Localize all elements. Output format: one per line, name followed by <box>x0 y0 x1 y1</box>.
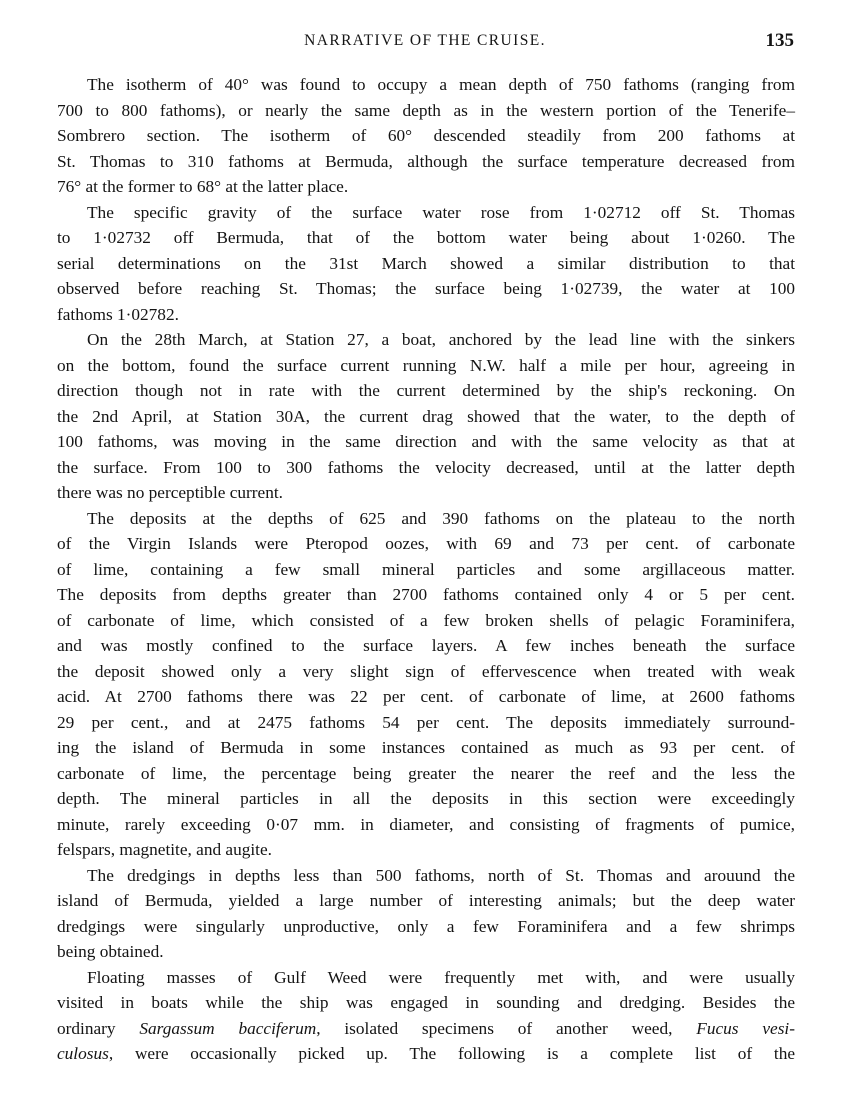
text-line: ing the island of Bermuda in some instances contained as much as 93 per cent. of <box>57 738 795 757</box>
page-header <box>0 30 850 54</box>
text-line: acid. At 2700 fathoms there was 22 per cent. of carbonate of lime, at 2600 fathoms <box>57 687 795 706</box>
text-line: there was no perceptible current. <box>57 483 283 502</box>
text-line <box>57 1041 795 1067</box>
text-line: visited in boats while the ship was engaged in sounding and dredging. Besides the <box>57 993 795 1012</box>
text-line: The isotherm of 40° was found to occupy a mean depth of 750 fathoms (ranging from <box>87 75 795 94</box>
text-line: direction though not in rate with the current determined by the ship's reckoning. On <box>57 381 795 400</box>
text-line: felspars, magnetite, and augite. <box>57 840 272 859</box>
text-line: dredgings were singularly unproductive, only a few Foraminifera and a few shrimps <box>57 916 795 936</box>
text-line: The specific gravity of the surface water rose from 1·02712 off St. Thomas <box>87 202 795 222</box>
text-line: to 1·02732 off Bermuda, that of the bottom water being about 1·0260. The <box>57 228 795 247</box>
text-line: depth. The mineral particles in all the deposits in this section were exceedingly <box>57 789 795 808</box>
text-line: the 2nd April, at Station 30A, the current drag showed that the water, to the depth of <box>57 406 795 426</box>
paragraph-dredgings <box>57 863 795 965</box>
text-line: serial determinations on the 31st March showed a similar distribution to that <box>57 253 795 273</box>
running-head: NARRATIVE OF THE CRUISE. <box>304 32 546 49</box>
text-line: of lime, containing a few small mineral particles and some argillaceous matter. <box>57 559 795 579</box>
text-line: island of Bermuda, yielded a large number of interesting animals; but the deep water <box>57 891 795 910</box>
text-line: 100 fathoms, was moving in the same direction and with the same velocity as that at <box>57 432 795 451</box>
text-run: , were occasionally picked up. The following is a complete list of the <box>108 1044 795 1063</box>
text-line: observed before reaching St. Thomas; the surface being 1·02739, the water at 100 <box>57 279 795 298</box>
body-text <box>57 72 795 1067</box>
text-line: carbonate of lime, the percentage being greater the nearer the reef and the less the <box>57 763 795 783</box>
text-line: 700 to 800 fathoms), or nearly the same depth as in the western portion of the Tenerife– <box>57 100 795 120</box>
text-line: fathoms 1·02782. <box>57 304 179 324</box>
text-line: Floating masses of Gulf Weed were frequently met with, and were usually <box>87 967 795 987</box>
paragraph-gulf-weed <box>57 965 795 1067</box>
text-line: of carbonate of lime, which consisted of a few broken shells of pelagic Foraminifera, <box>57 610 795 630</box>
species-name: Fucus vesi- <box>696 1018 795 1038</box>
text-line <box>57 1016 795 1042</box>
paragraph-isotherm <box>57 72 795 200</box>
paragraph-specific-gravity <box>57 200 795 328</box>
text-line: 76° at the former to 68° at the latter place. <box>57 177 349 196</box>
paragraph-currents <box>57 327 795 506</box>
text-line: of the Virgin Islands were Pteropod oozes, with 69 and 73 per cent. of carbonate <box>57 534 795 553</box>
text-run: , isolated specimens of another weed, <box>316 1018 697 1038</box>
text-line: and was mostly confined to the surface layers. A few inches beneath the surface <box>57 636 795 655</box>
species-name: culosus <box>57 1044 109 1063</box>
text-line: the deposit showed only a very slight sign of effervescence when treated with weak <box>57 661 795 681</box>
text-line: the surface. From 100 to 300 fathoms the velocity decreased, until at the latter depth <box>57 457 795 477</box>
text-line: The dredgings in depths less than 500 fathoms, north of St. Thomas and arouund the <box>87 865 795 885</box>
text-line: On the 28th March, at Station 27, a boat, anchored by the lead line with the sinkers <box>87 330 795 349</box>
text-line: Sombrero section. The isotherm of 60° descended steadily from 200 fathoms at <box>57 126 795 145</box>
text-run: ordinary <box>57 1018 140 1038</box>
paragraph-deposits <box>57 506 795 863</box>
text-line: The deposits from depths greater than 2700 fathoms contained only 4 or 5 per cent. <box>57 585 795 604</box>
text-line: St. Thomas to 310 fathoms at Bermuda, although the surface temperature decreased from <box>57 151 795 171</box>
text-line: The deposits at the depths of 625 and 390 fathoms on the plateau to the north <box>87 508 795 528</box>
text-line: being obtained. <box>57 942 164 961</box>
page-number: 135 <box>765 30 794 51</box>
text-line: 29 per cent., and at 2475 fathoms 54 per cent. The deposits immediately surround- <box>57 712 795 732</box>
species-name: Sargassum bacciferum <box>139 1018 317 1038</box>
text-line: on the bottom, found the surface current running N.W. half a mile per hour, agreeing in <box>57 355 795 375</box>
text-line: minute, rarely exceeding 0·07 mm. in diameter, and consisting of fragments of pumice, <box>57 814 795 834</box>
